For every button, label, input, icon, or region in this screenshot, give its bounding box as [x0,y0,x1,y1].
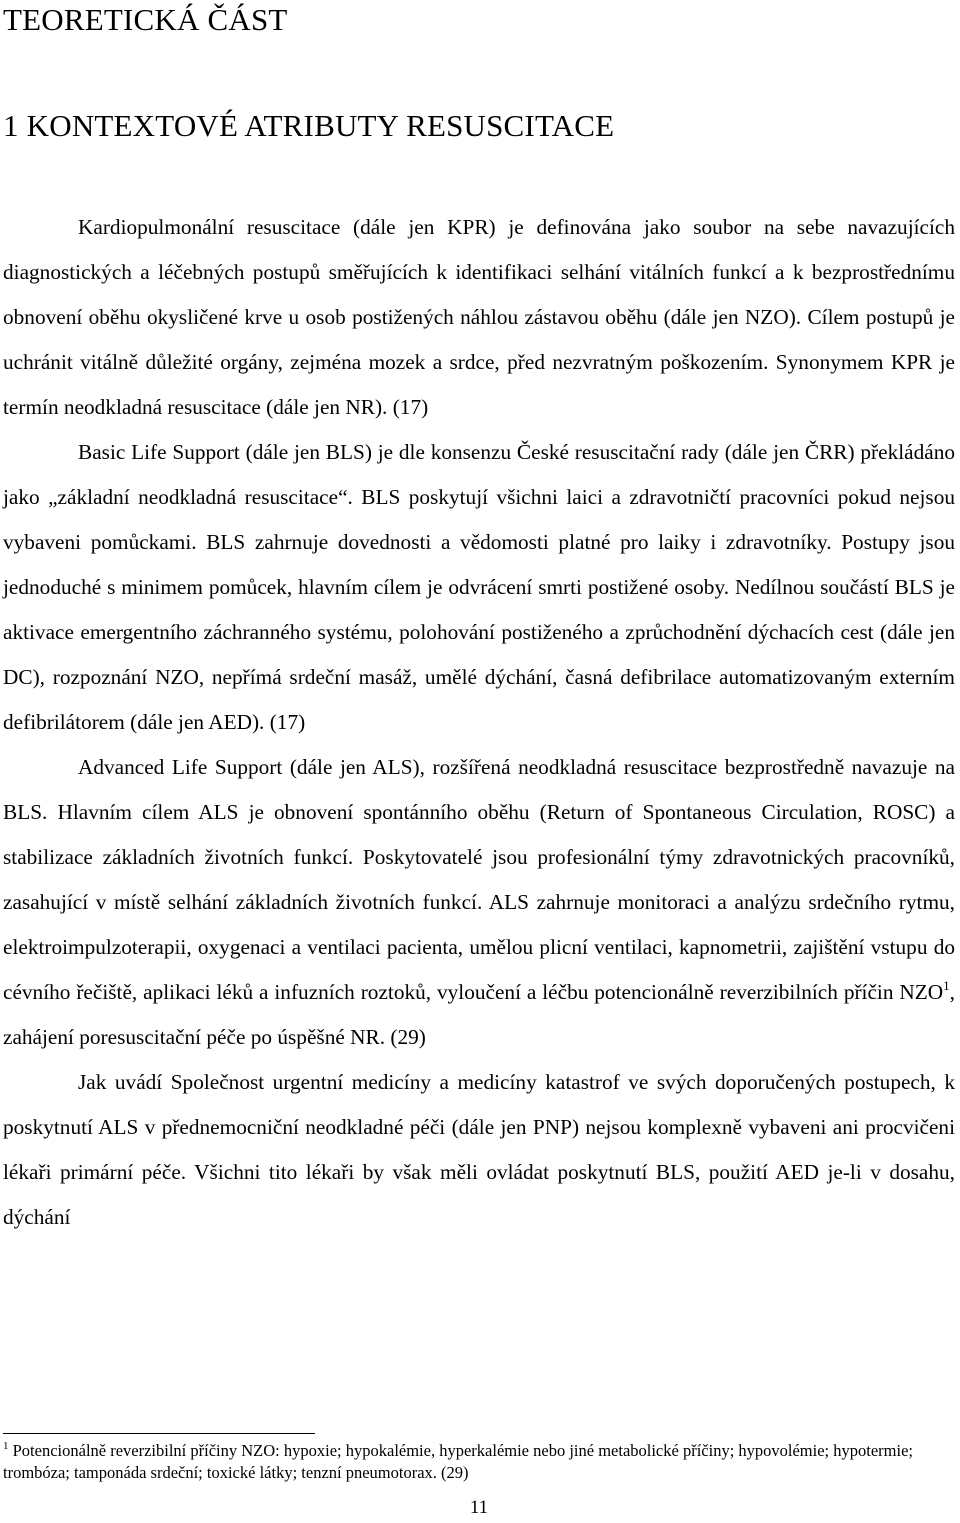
paragraph-kpr-definition: Kardiopulmonální resuscitace (dále jen KPR) je definována jako soubor na sebe navazujících diagnostických a léčebných postupů směřujících k identifikaci selhání vitálních funkcí a k bezprostřednímu obnovení oběhu okysličené krve u osob postižených náhlou zástavou oběhu (dále jen NZO). Cílem postupů je uchránit vitálně důležité orgány, zejména mozek a srdce, před nezvratným poškozením. Synonymem KPR je termín neodkladná resuscitace (dále jen NR). (17) [3,215,955,419]
footnote-text: Potencionálně reverzibilní příčiny NZO: hypoxie; hypokalémie, hyperkalémie nebo jiné metabolické příčiny; hypovolémie; hypotermie; trombóza; tamponáda srdeční; toxické látky; tenzní pneumotorax. (29) [3,1441,913,1482]
footnote [3,1440,955,1484]
paragraph-als-text: Advanced Life Support (dále jen ALS), rozšířená neodkladná resuscitace bezprostředně navazuje na BLS. Hlavním cílem ALS je obnovení spontánního oběhu (Return of Spontaneous Circulation, ROSC) a stabilizace základních životních funkcí. Poskytovatelé jsou profesionální týmy zdravotnických pracovníků, zasahující v místě selhání základních životních funkcí. ALS zahrnuje monitoraci a analýzu srdečního rytmu, elektroimpulzoterapii, oxygenaci a ventilaci pacienta, umělou plicní ventilaci, kapnometrii, zajištění vstupu do cévního řečiště, aplikaci léků a infuzních roztoků, vyloučení a léčbu potencionálně reverzibilních příčin NZO [3,755,955,1004]
footnote-marker: 1 [3,1440,9,1452]
page-number: 11 [469,1497,489,1518]
chapter-title: 1 KONTEXTOVÉ ATRIBUTY RESUSCITACE [3,108,615,143]
paragraph-als-text-end: , zahájení poresuscitační péče po úspěšné NR. (29) [3,980,955,1049]
footnote-divider [3,1433,315,1434]
part-title: TEORETICKÁ ČÁST [3,2,288,37]
footnote-reference: 1 [943,978,950,993]
paragraph-bls: Basic Life Support (dále jen BLS) je dle konsenzu České resuscitační rady (dále jen ČRR) překládáno jako „základní neodkladná resuscitace“. BLS poskytují všichni laici a zdravotničtí pracovníci pokud nejsou vybaveni pomůckami. BLS zahrnuje dovednosti a vědomosti platné pro laiky i zdravotníky. Postupy jsou jednoduché s minimem pomůcek, hlavním cílem je odvrácení smrti postižené osoby. Nedílnou součástí BLS je aktivace emergentního záchranného systému, polohování postiženého a zprůchodnění dýchacích cest (dále jen DC), rozpoznání NZO, nepřímá srdeční masáž, umělé dýchání, časná defibrilace automatizovaným externím defibrilátorem (dále jen AED). (17) [3,440,955,734]
body-text [3,205,955,1240]
paragraph-pnp: Jak uvádí Společnost urgentní medicíny a medicíny katastrof ve svých doporučených postupech, k poskytnutí ALS v přednemocniční neodkladné péči (dále jen PNP) nejsou komplexně vybaveni ani procvičeni lékaři primární péče. Všichni tito lékaři by však měli ovládat poskytnutí BLS, použití AED je-li v dosahu, dýchání [3,1070,955,1229]
paragraph-als [3,745,955,1060]
